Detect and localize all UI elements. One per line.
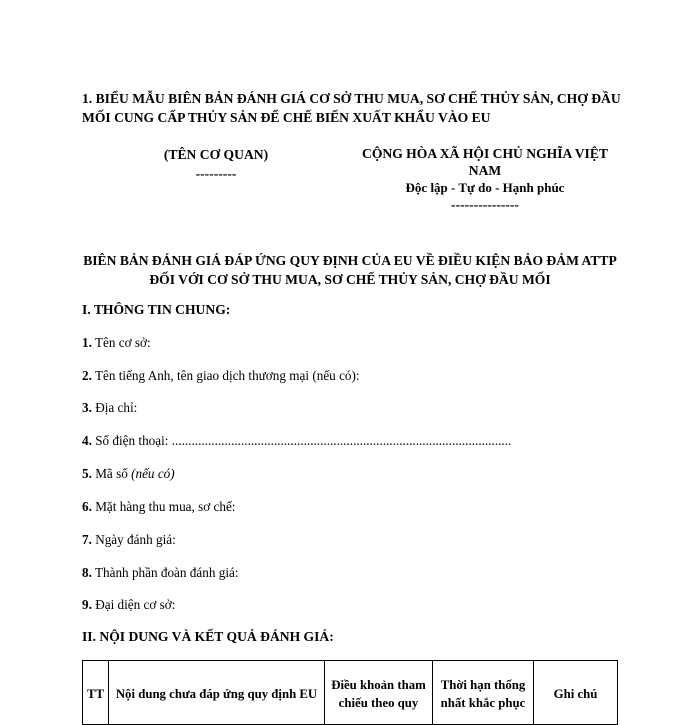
agency-name: (TÊN CƠ QUAN) <box>163 147 269 162</box>
field-number: 4. <box>82 433 92 448</box>
field-number: 5. <box>82 466 92 481</box>
col-header-content: Nội dung chưa đáp ứng quy định EU <box>109 661 325 725</box>
col-header-reference: Điều khoản tham chiếu theo quy <box>325 661 433 725</box>
field-code <box>82 466 175 482</box>
field-assessment-team <box>82 565 239 581</box>
field-label: Ngày đánh giá: <box>95 532 176 547</box>
section-assessment-results: II. NỘI DUNG VÀ KẾT QUẢ ĐÁNH GIÁ: <box>82 629 334 644</box>
field-products <box>82 499 235 515</box>
field-address <box>82 400 137 416</box>
field-label: Tên tiếng Anh, tên giao dịch thương mại (nếu có): <box>94 368 360 383</box>
field-facility-representative <box>82 597 175 613</box>
field-english-name <box>82 368 360 384</box>
col-header-deadline: Thời hạn thống nhất khắc phục <box>433 661 534 725</box>
form-heading: 1. BIỂU MẪU BIÊN BẢN ĐÁNH GIÁ CƠ SỞ THU MUA, SƠ CHẾ THỦY SẢN, CHỢ ĐẦU MỐI CUNG CẤP THỦY SẢN ĐỂ CHẾ BIẾN XUẤT KHẨU VÀO EU <box>82 91 621 125</box>
field-label: Tên cơ sở: <box>94 335 151 350</box>
field-number: 2. <box>82 368 92 383</box>
field-number: 6. <box>82 499 92 514</box>
field-number: 1. <box>82 335 92 350</box>
col-header-index: TT <box>83 661 109 725</box>
field-number: 3. <box>82 400 92 415</box>
national-header <box>354 145 616 213</box>
field-facility-name <box>82 335 151 351</box>
field-label: Số điện thoại: ....................................................................................................... <box>95 433 512 448</box>
field-number: 8. <box>82 565 92 580</box>
agency-divider: --------- <box>195 166 237 181</box>
results-table <box>82 660 618 725</box>
field-label: Địa chỉ: <box>95 400 138 415</box>
table-header-row <box>83 661 618 725</box>
national-motto: Độc lập - Tự do - Hạnh phúc <box>405 180 565 195</box>
field-number: 9. <box>82 597 92 612</box>
country-name: CỘNG HÒA XÃ HỘI CHỦ NGHĨA VIỆT NAM <box>362 146 608 178</box>
motto-divider: --------------- <box>451 197 519 212</box>
field-label: Mã số <box>95 466 128 481</box>
field-label: Thành phần đoàn đánh giá: <box>94 565 239 580</box>
document-title: BIÊN BẢN ĐÁNH GIÁ ĐÁP ỨNG QUY ĐỊNH CỦA EU VỀ ĐIỀU KIỆN BẢO ĐẢM ATTP ĐỐI VỚI CƠ SỞ THU MUA, SƠ CHẾ THỦY SẢN, CHỢ ĐẦU MỐI <box>83 253 617 287</box>
field-assessment-date <box>82 532 176 548</box>
field-label: Đại diện cơ sở: <box>95 597 176 612</box>
field-label: Mặt hàng thu mua, sơ chế: <box>95 499 236 514</box>
field-number: 7. <box>82 532 92 547</box>
field-note: (nếu có) <box>131 466 175 481</box>
col-header-notes: Ghi chú <box>534 661 618 725</box>
agency-block <box>158 145 274 183</box>
field-phone <box>82 433 511 449</box>
section-general-info: I. THÔNG TIN CHUNG: <box>82 302 231 317</box>
